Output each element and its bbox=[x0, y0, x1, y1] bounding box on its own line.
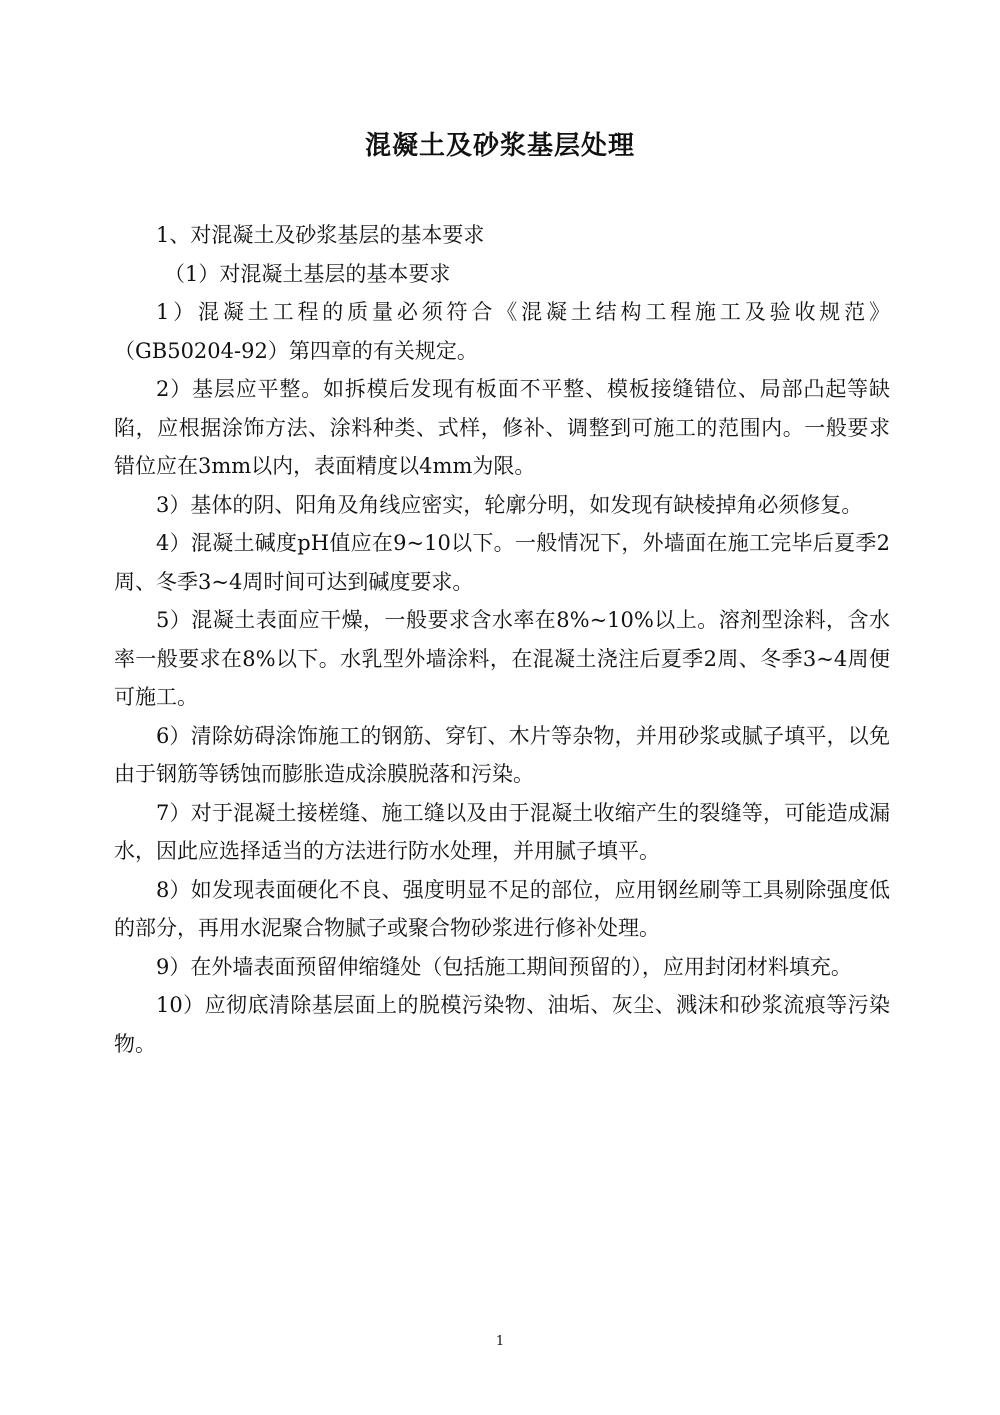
document-body bbox=[114, 216, 890, 1063]
paragraph-item-2: 2）基层应平整。如拆模后发现有板面不平整、模板接缝错位、局部凸起等缺陷，应根据涂饰方法、涂料种类、式样，修补、调整到可施工的范围内。一般要求错位应在3mm以内，表面精度以4mm为限。 bbox=[114, 377, 890, 478]
document-title: 混凝土及砂浆基层处理 bbox=[364, 131, 635, 161]
paragraph-item-9: 9）在外墙表面预留伸缩缝处（包括施工期间预留的），应用封闭材料填充。 bbox=[156, 954, 852, 979]
paragraph-item-4: 4）混凝土碱度pH值应在9~10以下。一般情况下，外墙面在施工完毕后夏季2周、冬季3~4周时间可达到碱度要求。 bbox=[114, 531, 890, 594]
paragraph-item-6: 6）清除妨碍涂饰施工的钢筋、穿钉、木片等杂物，并用砂浆或腻子填平，以免由于钢筋等锈蚀而膨胀造成涂膜脱落和污染。 bbox=[114, 723, 890, 786]
paragraph-item-10: 10）应彻底清除基层面上的脱模污染物、油垢、灰尘、溅沫和砂浆流痕等污染物。 bbox=[114, 993, 890, 1056]
paragraph-subsection-heading: （1）对混凝土基层的基本要求 bbox=[164, 261, 451, 286]
paragraph-item-7: 7）对于混凝土接槎缝、施工缝以及由于混凝土收缩产生的裂缝等，可能造成漏水，因此应选择适当的方法进行防水处理，并用腻子填平。 bbox=[114, 800, 890, 863]
paragraph-section-heading: 1、对混凝土及砂浆基层的基本要求 bbox=[156, 223, 485, 247]
paragraph-item-3: 3）基体的阴、阳角及角线应密实，轮廓分明，如发现有缺棱掉角必须修复。 bbox=[156, 492, 863, 517]
paragraph-item-1: 1）混凝土工程的质量必须符合《混凝土结构工程施工及验收规范》（GB50204-92）第四章的有关规定。 bbox=[114, 300, 890, 363]
page-number: 1 bbox=[495, 1334, 505, 1349]
paragraph-item-8: 8）如发现表面硬化不良、强度明显不足的部位，应用钢丝刷等工具剔除强度低的部分，再用水泥聚合物腻子或聚合物砂浆进行修补处理。 bbox=[114, 877, 890, 940]
paragraph-item-5: 5）混凝土表面应干燥，一般要求含水率在8%~10%以上。溶剂型涂料，含水率一般要求在8%以下。水乳型外墙涂料，在混凝土浇注后夏季2周、冬季3~4周便可施工。 bbox=[114, 608, 890, 709]
